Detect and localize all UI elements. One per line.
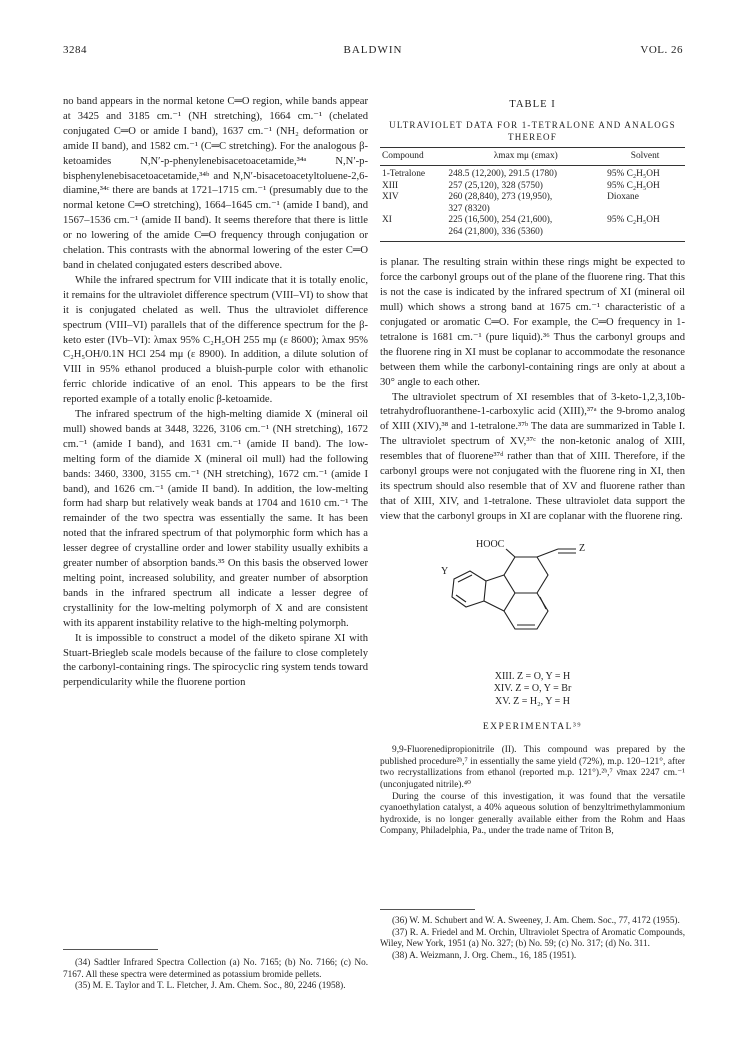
page-header [63, 44, 683, 60]
paragraph: no band appears in the normal ketone C═O region, while bands appear at 3425 and 3185 cm.⁻¹ (NH stretching), 1664 cm.⁻¹ (chelated conjugated C═O or amide I band), 1637 cm.⁻¹ (NH₂ deformation or amide II band), and 1582 cm.⁻¹ (C═C stretching). For the analogous β-ketoamides N,N′-p-phenylenebisacetoacetamide,³⁴ᵃ N,N′-p-bisphenylenebisacetoacetamide,³⁴ᵇ and N,N′-bisacetoacetyltoluene-2,6-diamine,³⁴ᶜ there are bands at 1721–1715 cm.⁻¹ (presumably due to the normal ketone C═O stretching), 1664–1645 cm.⁻¹ (amide I band), and 1567–1536 cm.⁻¹ (amide II band). It seems therefore that there is little or no lowering of the amide C═O frequency through conjugation or chelation. This contrasts with the abnormal lowering of the ester C═O band in chelated conjugated esters described above. [63, 96, 368, 271]
uv-data-table [380, 147, 685, 243]
z-label: Z [579, 542, 586, 554]
right-column [380, 98, 685, 838]
footnote-divider [380, 909, 475, 910]
left-footnotes [63, 957, 368, 992]
footnote: (35) M. E. Taylor and T. L. Fletcher, J. Am. Chem. Soc., 80, 2246 (1958). [75, 980, 346, 990]
column-header: λmax mμ (εmax) [446, 147, 605, 166]
footnote: (36) W. M. Schubert and W. A. Sweeney, J. Am. Chem. Soc., 77, 4172 (1955). [392, 915, 680, 925]
paragraph: During the course of this investigation, it was found that the versatile cyanoethylation catalyst, a 40% aqueous solution of benzyltrimethylammonium hydroxide, is no longer generally available either from the Rohm and Haas Company, Philadelphia, Pa., under the trade name of Triton B, [380, 791, 685, 837]
chemical-structure [380, 535, 685, 665]
paragraph: While the infrared spectrum for VIII indicate that it is totally enolic, it remains for the ultraviolet difference spectrum (VIII–VI) to show that it is conjugated chelated as well. Thus the ultraviolet difference spectrum (VIII–VI) parallels that of the difference spectrum for the β-keto ester (IVb–VI): λmax 95% C₂H₅OH 255 mμ (ε 8600); λmax 95% C₂H₅OH/0.1N HCl 254 mμ (ε 8900). In addition, a dilute solution of VIII in 95% ethanol produced a bluish-purple color with ethanolic ferric chloride indicative of an enol. This appears to be the first reported example of a totally enolic β-ketoamide. [63, 274, 368, 406]
structure-drawing [380, 535, 685, 665]
table-row: 264 (21,800), 336 (5360) [380, 227, 685, 242]
footnote: (37) R. A. Friedel and M. Orchin, Ultraviolet Spectra of Aromatic Compounds, Wiley, New York, 1951 (a) No. 327; (b) No. 59; (c) No. 317; (d) No. 311. [380, 926, 685, 948]
column-header: Solvent [605, 147, 685, 166]
paragraph: It is impossible to construct a model of the diketo spirane XI with Stuart-Briegleb scale models because of the failure to close completely the carbonyl-containing rings. The spirocyclic ring system tends toward perpendicularity while the fluorene portion [63, 632, 368, 689]
paragraph: is planar. The resulting strain within these rings might be expected to force the carbonyl groups out of the plane of the fluorene ring. That this is not the case is indicated by the infrared spectrum of XI (mineral oil mull) which shows a strong band at 1675 cm.⁻¹ characteristic of a conjugated or aromatic C═O. For example, the C═O frequency in 1-tetralone is 1681 cm.⁻¹ (pure liquid).³⁶ Thus the carbonyl groups and the fluorene ring in XI must be coplanar to accommodate the resonance between them while the carbonyl-containing rings are only at about a 30° angle to each other. [380, 257, 685, 388]
column-header: Compound [380, 147, 446, 166]
paragraph: 9,9-Fluorenedipropionitrile (II). This compound was prepared by the published procedure²ᵇ,⁷ in essentially the same yield (72%), m.p. 120–121°, after two recrystallizations from ethanol (reported m.p. 121°).²ᵇ,⁷ ν̄max 2247 cm.⁻¹ (unconjugated nitrile).⁴⁰ [380, 745, 685, 790]
right-footnotes [380, 915, 685, 961]
table-row: 1-Tetralone 248.5 (12,200), 291.5 (1780) 95% C₂H₅OH [382, 169, 660, 180]
running-author: BALDWIN [343, 44, 403, 56]
compound-labels: XIII. Z = O, Y = H XIV. Z = O, Y = Br XV. Z = H₂, Y = H [493, 670, 572, 707]
volume-label: VOL. 26 [640, 44, 683, 56]
cooh-label: HOOC [476, 538, 505, 550]
section-heading: EXPERIMENTAL³⁹ [482, 722, 583, 733]
table-row: 327 (8320) [448, 203, 490, 214]
footnote: (38) A. Weizmann, J. Org. Chem., 16, 185 (1951). [392, 949, 577, 960]
footnote: (34) Sadtler Infrared Spectra Collection (a) No. 7165; (b) No. 7166; (c) No. 7167. All these spectra were determined as potassium bromide pellets. [63, 957, 368, 979]
y-label: Y [441, 565, 449, 577]
table-row: XIV 260 (28,840), 273 (19,950), Dioxane [382, 192, 639, 203]
table-title: TABLE I [509, 99, 556, 110]
table-row: XI 225 (16,500), 254 (21,600), 95% C₂H₅OH [382, 215, 660, 226]
left-column [63, 95, 368, 691]
paragraph: The infrared spectrum of the high-melting diamide X (mineral oil mull) showed bands at 3448, 3226, 3106 cm.⁻¹ (NH stretching), 1672 cm.⁻¹ (amide I band), and 1631 cm.⁻¹ (amide II band). The low-melting form of the diamide X (mineral oil mull) had the following bands: 3460, 3300, 3155 cm.⁻¹ (NH stretching), 1672 cm.⁻¹ (amide I band), and 1626 cm.⁻¹ (amide II band). In addition, the low-melting form had sharp but relatively weak bands at 1704 and 1610 cm.⁻¹ The remainder of the two spectra was essentially the same. It has been noted that the infrared spectrum of that polymorphic form which has a lesser degree of crystalline order and lower stability usually exhibits a greater number of absorption bands.³⁵ On this basis the observed lower melting point, increased solubility, and greater number of absorption bands in the infrared spectrum all indicate a lesser degree of crystallinity for the low-melting polymorph of X and are consistent with its apparent instability relative to the high-melting polymorph. [63, 409, 368, 629]
paragraph: The ultraviolet spectrum of XI resembles that of 3-keto-1,2,3,10b-tetrahydrofluoranthene-1-carboxylic acid (XIII),³⁷ᵃ the 9-bromo analog of XIII (XIV),³⁸ and 1-tetralone.³⁷ᵇ The data are summarized in Table I. The ultraviolet spectrum of XV,³⁷ᶜ the non-ketonic analog of XIII, resembles that of fluorene³⁷ᵈ rather than that of XIII. Therefore, if the carbonyl groups were not conjugated with the fluorene ring in XI, then its spectrum should also resemble that of XV and fluorene rather than that of XIII, XIV, and 1-tetralone. These ultraviolet data support the view that the carbonyl groups in XI are coplanar with the fluorene ring. [380, 391, 685, 522]
table-row: XIII 257 (25,120), 328 (5750) 95% C₂H₅OH [382, 180, 660, 191]
experimental-text [380, 745, 685, 838]
page-number: 3284 [63, 44, 87, 56]
footnote-divider [63, 949, 158, 950]
table-caption: ULTRAVIOLET DATA FOR 1-TETRALONE AND ANALOGS THEREOF [389, 119, 676, 142]
